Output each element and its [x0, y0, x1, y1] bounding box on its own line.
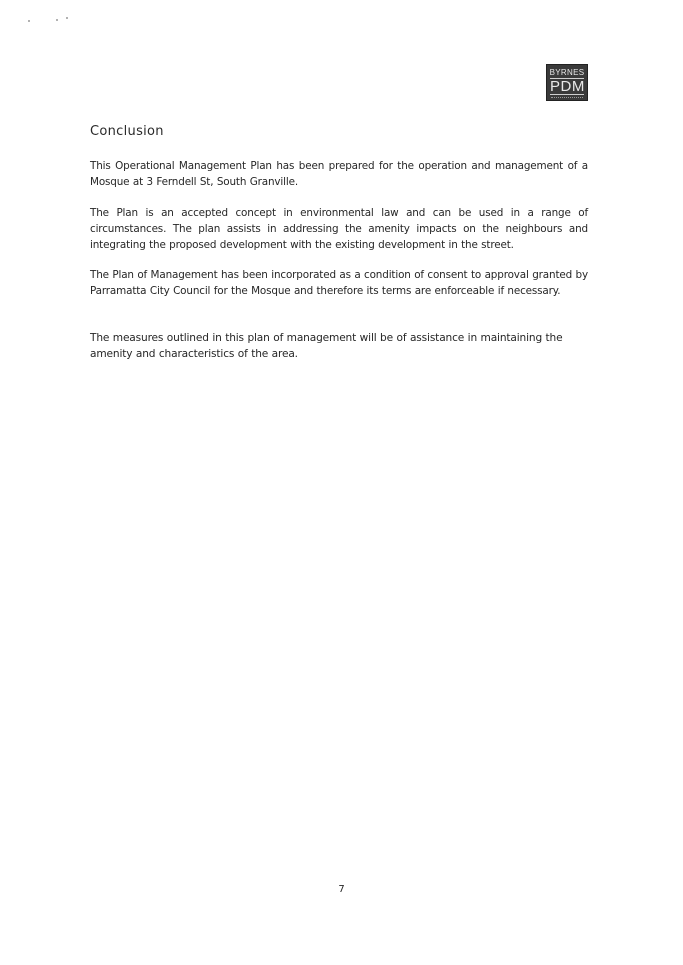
logo-main-text: PDM — [550, 78, 585, 95]
scan-speck — [66, 17, 68, 19]
paragraph-intro: This Operational Management Plan has been prepared for the operation and management of a Mosque at 3 Ferndell St, South Granville. — [90, 160, 588, 188]
paragraph-concept: The Plan is an accepted concept in environmental law and can be used in a range of circumstances. The plan assists in addressing the amenity impacts on the neighbours and integrating the proposed development with the existing development in the street. — [90, 207, 588, 251]
paragraph-measures: The measures outlined in this plan of management will be of assistance in maintaining the amenity and characteristics of the area. — [90, 332, 563, 360]
page-number: 7 — [338, 884, 345, 895]
logo-top-text: BYRNES — [549, 68, 585, 77]
scan-speck — [56, 19, 58, 21]
scan-speck — [28, 20, 30, 22]
company-logo — [546, 64, 588, 101]
scan-specks — [28, 17, 78, 23]
paragraph-condition: The Plan of Management has been incorporated as a condition of consent to approval granted by Parramatta City Council for the Mosque and therefore its terms are enforceable if necessary. — [90, 269, 588, 297]
section-heading: Conclusion — [90, 124, 164, 139]
logo-decoration — [551, 97, 583, 101]
